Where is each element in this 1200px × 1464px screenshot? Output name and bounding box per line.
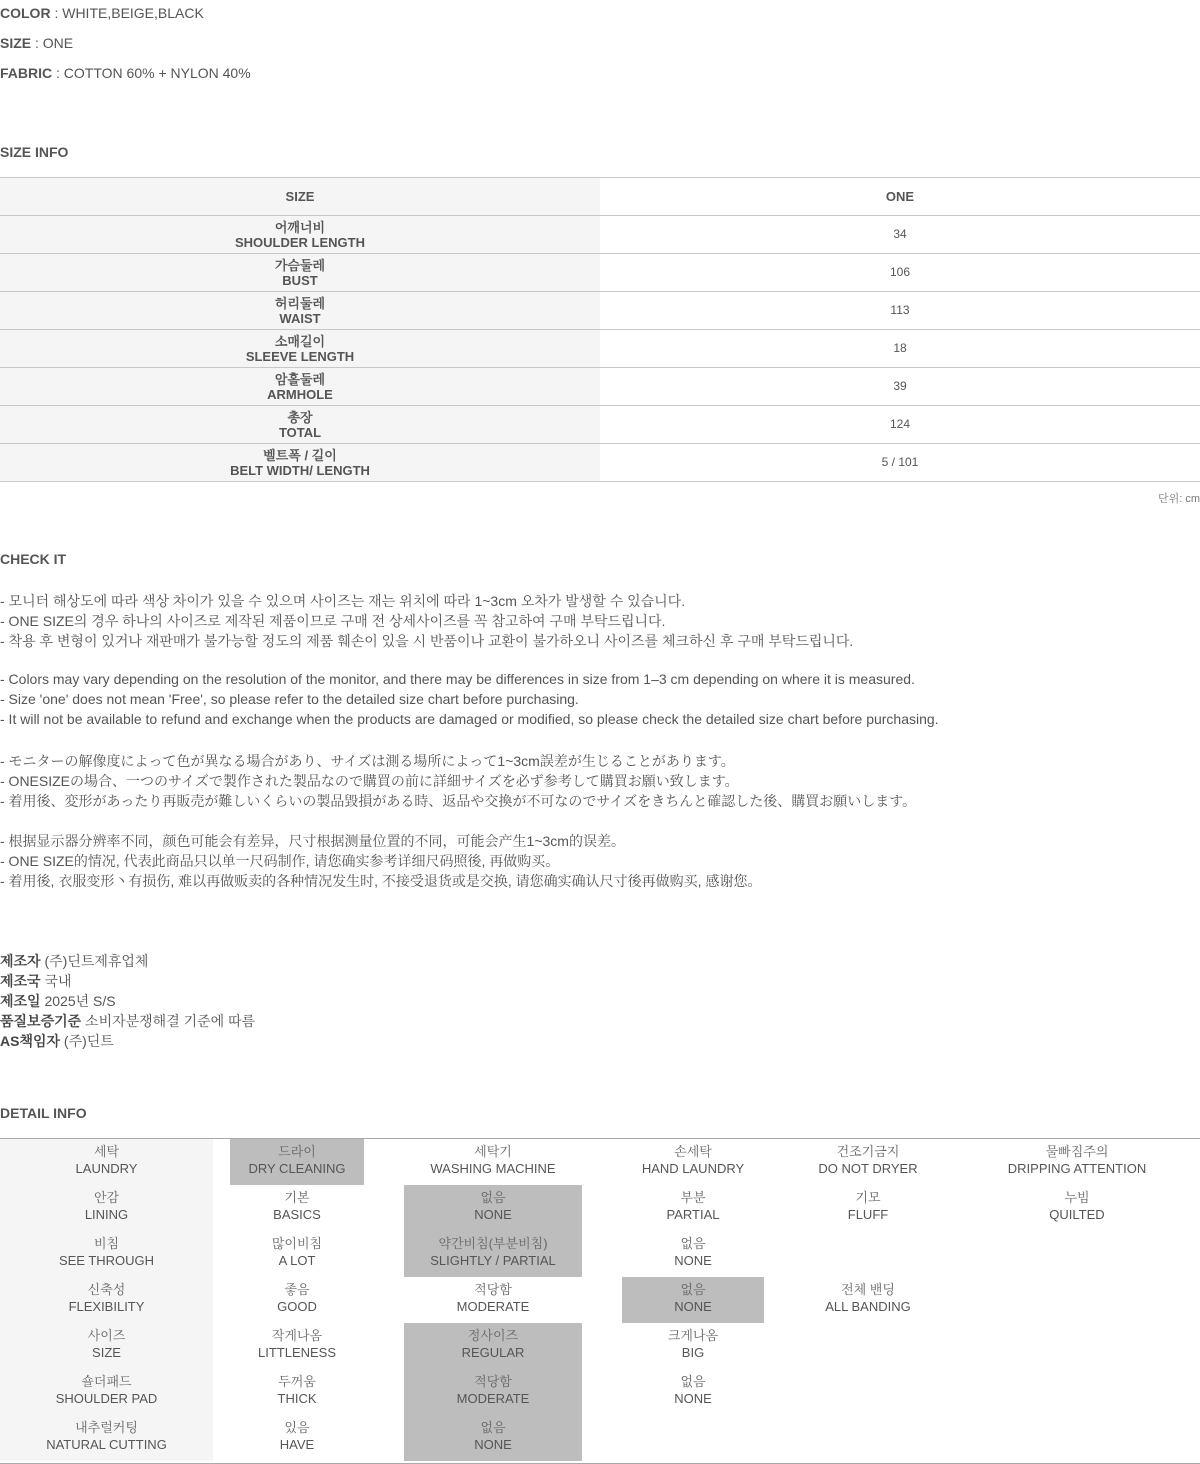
size-row-label-en: TOTAL [278,424,322,440]
size-row-label-en: SHOULDER LENGTH [235,234,365,250]
spec-line [0,5,204,21]
detail-option-ko: 세탁기 [474,1144,512,1159]
detail-option-en: QUILTED [1049,1207,1105,1222]
detail-option-en: LAUNDRY [75,1161,138,1176]
size-row-label-en: SLEEVE LENGTH [245,348,355,364]
size-table-row [0,254,1200,292]
size-table-row [0,216,1200,254]
detail-option-en: THICK [277,1391,317,1406]
check-it-line: - Colors may vary depending on the resolution of the monitor, and there may be differences in size from 1–3 cm depending on where it is measured. [0,671,915,687]
detail-info-grid [0,1138,1200,1464]
detail-option [622,1231,764,1277]
manufacturer-line [0,1011,255,1031]
check-it-line: - 모니터 해상도에 따라 색상 차이가 있을 수 있으며 사이즈는 재는 위치에 따라 1~3cm 오차가 발생할 수 있습니다. [0,593,686,609]
detail-option-en: HAVE [279,1437,315,1452]
size-row-label-en: BUST [282,272,318,288]
manufacturer-value: 국내 [40,973,72,989]
detail-option [622,1323,764,1369]
detail-option-ko: 없음 [680,1282,706,1297]
detail-option [622,1139,764,1185]
detail-option-en: ALL BANDING [825,1299,911,1314]
detail-option-en: NONE [474,1207,512,1222]
detail-option-en: MODERATE [456,1391,530,1406]
detail-option-ko: 누빔 [1064,1190,1090,1205]
size-table-row [0,292,1200,330]
detail-option-en: WASHING MACHINE [430,1161,556,1176]
check-it-line: - ONE SIZE의 경우 하나의 사이즈로 제작된 제품이므로 구매 전 상세사이즈를 꼭 참고하여 구매 부탁드립니다. [0,613,666,629]
check-it-line: - 착용 후 변형이 있거나 재판매가 불가능할 정도의 제품 훼손이 있을 시 반품이나 교환이 불가하오니 사이즈를 체크하신 후 구매 부탁드립니다. [0,633,854,649]
detail-option-en: SIZE [92,1345,121,1360]
detail-option-ko: 전체 밴딩 [841,1282,895,1297]
detail-option-en: BASICS [273,1207,321,1222]
detail-selected-option [230,1139,364,1185]
detail-option [230,1231,364,1277]
detail-option-ko: 정사이즈 [467,1328,519,1343]
spec-line [0,35,73,51]
check-it-line: - 着用後、変形があったり再販売が難しいくらいの製品毀損がある時、返品や交換が不可なのでサイズをきちんと確認した後、購買お願いします。 [0,793,917,809]
detail-selected-option [404,1231,582,1277]
check-it-line: - モニターの解像度によって色が異なる場合があり、サイズは測る場所によって1~3cm誤差が生じることがあります。 [0,753,735,769]
detail-selected-option [404,1185,582,1231]
detail-category [0,1231,213,1277]
size-row-value: 39 [600,368,1200,406]
size-row-label [0,216,600,254]
detail-category [0,1185,213,1231]
detail-option-ko: 내추럴커팅 [75,1420,138,1435]
detail-option [230,1323,364,1369]
detail-option-ko: 기본 [284,1190,310,1205]
size-row-value: 124 [600,406,1200,444]
detail-option-en: GOOD [277,1299,317,1314]
detail-option-en: LITTLENESS [257,1345,337,1360]
manufacturer-label: 품질보증기준 [0,1013,82,1029]
detail-option-en: MODERATE [456,1299,530,1314]
size-row-label [0,444,600,482]
detail-option-ko: 안감 [93,1190,120,1205]
detail-option-en: NONE [674,1253,712,1268]
detail-option-ko: 크게나옴 [667,1328,719,1343]
spec-label: SIZE [0,35,32,51]
detail-option-en: HAND LAUNDRY [641,1161,745,1176]
detail-option-ko: 적당함 [474,1282,512,1297]
spec-line [0,65,251,81]
manufacturer-value: (주)딘트 [60,1033,114,1049]
detail-option [954,1139,1200,1185]
check-it-line: - It will not be available to refund and exchange when the products are damaged or modified, so please check the detailed size chart before purchasing. [0,711,939,727]
detail-option-ko: 건조기금지 [836,1144,900,1159]
detail-category [0,1323,213,1369]
size-info-heading: SIZE INFO [0,144,69,160]
size-row-label [0,368,600,406]
check-it-line: - ONE SIZE的情况, 代表此商品只以单一尺码制作, 请您确实参考详细尺码照後, 再做购买。 [0,853,560,869]
detail-option-en: DRY CLEANING [248,1161,346,1176]
detail-option-en: PARTIAL [666,1207,720,1222]
detail-selected-option [404,1415,582,1461]
manufacturer-line [0,1031,114,1051]
spec-label: COLOR [0,5,51,21]
size-table-row [0,330,1200,368]
detail-option-en: BIG [681,1345,705,1360]
size-table-row [0,406,1200,444]
size-table [0,177,1200,482]
detail-option-ko: 적당함 [474,1374,512,1389]
detail-selected-option [404,1369,582,1415]
detail-option-en: FLUFF [847,1207,889,1222]
detail-option-ko: 손세탁 [674,1144,712,1159]
spec-label: FABRIC [0,65,53,81]
check-it-line: - Size 'one' does not mean 'Free', so please refer to the detailed size chart before purchasing. [0,691,579,707]
detail-option-ko: 비침 [93,1236,120,1251]
manufacturer-line [0,971,72,991]
detail-option-en: NONE [674,1391,712,1406]
detail-option [230,1415,364,1461]
detail-option-en: A LOT [278,1253,316,1268]
detail-option [782,1277,954,1323]
manufacturer-label: 제조자 [0,953,41,969]
detail-option-ko: 기모 [855,1190,881,1205]
spec-value: : ONE [31,35,74,51]
detail-option-ko: 약간비침(부분비침) [438,1236,548,1251]
size-row-label-ko: 암홀둘레 [274,371,326,387]
size-row-value: 18 [600,330,1200,368]
detail-option [230,1369,364,1415]
size-row-label-en: ARMHOLE [267,386,333,402]
detail-option-en: NONE [674,1299,712,1314]
detail-option-ko: 없음 [480,1420,506,1435]
detail-option-ko: 작게나옴 [271,1328,323,1343]
detail-option-en: DRIPPING ATTENTION [1007,1161,1147,1176]
detail-option-ko: 신축성 [87,1282,126,1297]
size-row-label-en: WAIST [279,310,321,326]
detail-category [0,1415,213,1461]
check-it-heading: CHECK IT [0,551,67,567]
size-row-label [0,254,600,292]
detail-option-en: NATURAL CUTTING [46,1437,167,1452]
size-row-label-ko: 가슴둘레 [274,257,326,273]
detail-option [782,1185,954,1231]
check-it-line: - ONESIZEの場合、一つのサイズで製作された製品なので購買の前に詳細サイズを必ず参考して購買お願い致します。 [0,773,739,789]
size-table-row [0,368,1200,406]
detail-option-ko: 세탁 [93,1144,120,1159]
detail-option-en: SHOULDER PAD [55,1391,158,1406]
detail-option [404,1277,582,1323]
detail-selected-option [404,1323,582,1369]
size-row-label-ko: 허리둘레 [274,295,326,311]
manufacturer-label: 제조국 [0,973,41,989]
spec-value: : COTTON 60% + NYLON 40% [52,65,251,81]
detail-option-en: NONE [474,1437,512,1452]
detail-option [622,1185,764,1231]
detail-info-heading: DETAIL INFO [0,1105,87,1121]
detail-option-en: FLEXIBILITY [68,1299,145,1314]
check-it-line: - 着用後, 衣服变形丶有损伤, 难以再做贩卖的各种情况发生时, 不接受退货或是交换, 请您确实确认尺寸後再做购买, 感谢您。 [0,873,762,889]
size-row-value: 34 [600,216,1200,254]
detail-category [0,1369,213,1415]
size-row-label-ko: 총장 [287,409,313,425]
size-row-label [0,330,600,368]
detail-category [0,1139,213,1185]
size-row-label-ko: 벨트폭 / 길이 [263,447,337,463]
detail-option-ko: 물빠짐주의 [1045,1144,1109,1159]
detail-option-en: SEE THROUGH [58,1253,155,1268]
detail-option-ko: 많이비침 [271,1236,323,1251]
detail-option [782,1139,954,1185]
unit-note: 단위: cm [1157,493,1200,505]
detail-option-ko: 없음 [480,1190,506,1205]
size-row-label [0,406,600,444]
detail-option-en: LINING [84,1207,129,1222]
size-row-label [0,292,600,330]
size-row-label-ko: 어깨너비 [274,219,326,235]
detail-option [622,1369,764,1415]
detail-option-ko: 사이즈 [87,1328,126,1343]
size-row-value: 106 [600,254,1200,292]
detail-option-ko: 없음 [680,1236,706,1251]
size-table-row [0,444,1200,482]
detail-option [230,1277,364,1323]
detail-option [230,1185,364,1231]
detail-option-en: SLIGHTLY / PARTIAL [430,1253,556,1268]
manufacturer-value: 소비자분쟁해결 기준에 따름 [81,1013,256,1029]
detail-option-ko: 드라이 [278,1144,316,1159]
size-header-value: ONE [600,178,1200,216]
detail-option [954,1185,1200,1231]
size-row-value: 5 / 101 [600,444,1200,482]
manufacturer-value: (주)딘트제휴업체 [40,953,149,969]
manufacturer-line [0,951,148,971]
manufacturer-label: 제조일 [0,993,41,1009]
size-row-label-en: BELT WIDTH/ LENGTH [230,462,370,478]
detail-option-ko: 있음 [284,1420,310,1435]
spec-value: : WHITE,BEIGE,BLACK [50,5,204,21]
size-row-label-ko: 소매길이 [274,333,326,349]
size-header-label: SIZE [0,178,600,216]
manufacturer-line [0,991,116,1011]
detail-option-ko: 없음 [680,1374,706,1389]
detail-category [0,1277,213,1323]
detail-selected-option [622,1277,764,1323]
size-table-header [0,178,1200,216]
detail-option-ko: 좋음 [284,1282,310,1297]
detail-option-ko: 두꺼움 [278,1374,316,1389]
size-row-value: 113 [600,292,1200,330]
manufacturer-label: AS책임자 [0,1033,61,1049]
detail-option [404,1139,582,1185]
detail-option-en: DO NOT DRYER [818,1161,918,1176]
detail-option-ko: 숄더패드 [81,1374,132,1389]
detail-option-ko: 부분 [680,1190,706,1205]
check-it-line: - 根据显示器分辨率不同，颜色可能会有差异，尺寸根据测量位置的不同，可能会产生1~3cm的误差。 [0,833,625,849]
manufacturer-value: 2025년 S/S [40,993,116,1009]
detail-option-en: REGULAR [461,1345,525,1360]
